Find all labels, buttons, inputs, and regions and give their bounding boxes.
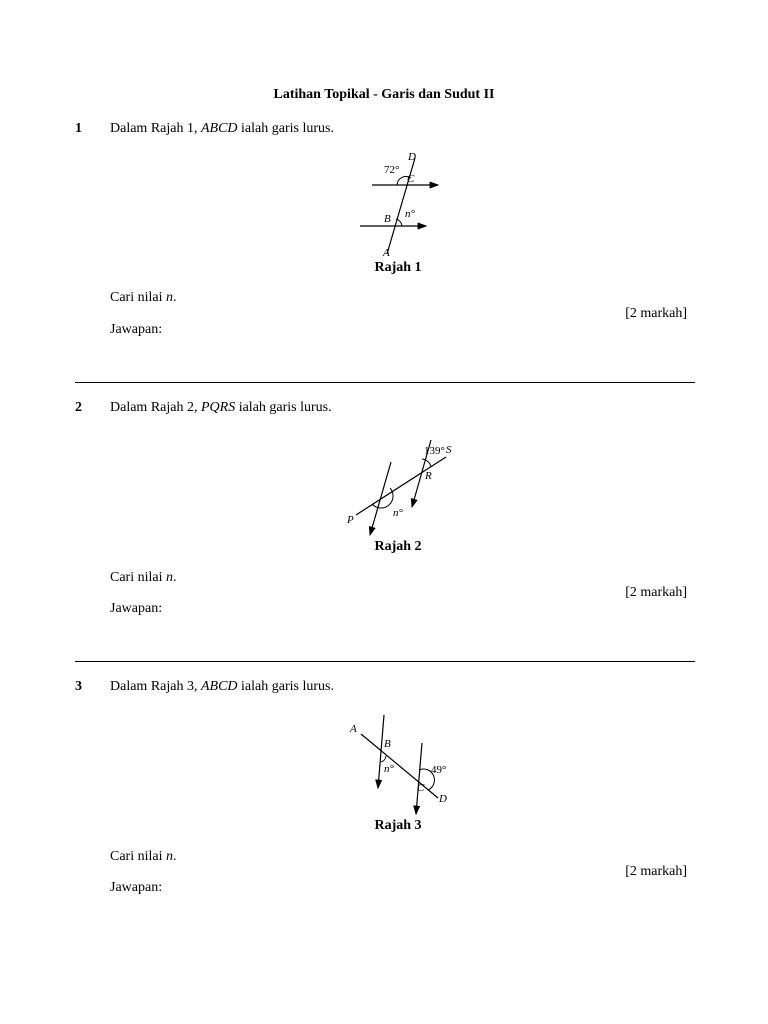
angle-label-n: n°: [393, 507, 403, 519]
point-label-R: R: [425, 470, 432, 482]
point-label-B: B: [384, 213, 391, 225]
figure-caption: Rajah 1: [374, 260, 422, 275]
angle-label-49: 49°: [431, 764, 447, 776]
question-suffix: ialah garis lurus.: [235, 400, 332, 415]
point-label-B: B: [384, 738, 391, 750]
find-suffix: .: [173, 849, 177, 864]
line-name: ABCD: [200, 121, 238, 136]
point-label-A: A: [350, 723, 357, 735]
question-prefix: Dalam Rajah 1,: [110, 121, 201, 136]
figure-caption: Rajah 2: [374, 539, 422, 554]
angle-label-n: n°: [405, 208, 415, 220]
point-label-D: D: [439, 793, 447, 805]
parallel-line-left: [370, 462, 391, 535]
find-suffix: .: [173, 290, 177, 305]
marks-label: [2 markah]: [625, 864, 687, 879]
figure-caption: Rajah 3: [374, 818, 422, 833]
question-prefix: Dalam Rajah 3,: [110, 679, 201, 694]
point-label-D: D: [408, 151, 416, 163]
angle-label-72: 72°: [384, 164, 400, 176]
question-text: [110, 679, 334, 695]
parallel-line-left: [378, 715, 384, 788]
question-suffix: ialah garis lurus.: [237, 679, 334, 694]
point-label-A: A: [383, 247, 390, 259]
answer-label: Jawapan:: [110, 322, 163, 337]
angle-label-n: n°: [384, 763, 394, 775]
question-number: 1: [75, 121, 82, 136]
question-text: [110, 121, 334, 137]
question-number: 2: [75, 400, 82, 415]
figure-rajah-1: [350, 148, 450, 260]
find-instruction: [110, 290, 177, 306]
figure-rajah-3: [340, 710, 460, 818]
find-prefix: Cari nilai: [110, 570, 166, 585]
section-divider: [75, 661, 695, 662]
parallel-line-right: [416, 743, 422, 814]
point-label-C: C: [407, 173, 415, 185]
question-suffix: ialah garis lurus.: [237, 121, 334, 136]
marks-label: [2 markah]: [625, 306, 687, 321]
find-variable: n: [166, 570, 173, 585]
find-suffix: .: [173, 570, 177, 585]
point-label-S: S: [446, 444, 452, 456]
transversal-line-AD: [361, 734, 438, 798]
find-variable: n: [166, 849, 173, 864]
line-name: ABCD: [200, 679, 238, 694]
section-divider: [75, 382, 695, 383]
find-prefix: Cari nilai: [110, 290, 166, 305]
point-label-C: C: [417, 782, 425, 794]
question-prefix: Dalam Rajah 2,: [110, 400, 201, 415]
worksheet-title: Latihan Topikal - Garis dan Sudut II: [273, 87, 495, 102]
question-text: [110, 400, 332, 416]
figure-rajah-2: [338, 435, 462, 539]
line-name: PQRS: [200, 400, 236, 415]
angle-label-139: 139°: [424, 445, 445, 457]
find-instruction: [110, 849, 177, 865]
answer-label: Jawapan:: [110, 601, 163, 616]
point-label-P: P: [347, 514, 354, 526]
find-variable: n: [166, 290, 173, 305]
find-prefix: Cari nilai: [110, 849, 166, 864]
angle-arc-n: [381, 756, 386, 762]
answer-label: Jawapan:: [110, 880, 163, 895]
find-instruction: [110, 570, 177, 586]
marks-label: [2 markah]: [625, 585, 687, 600]
question-number: 3: [75, 679, 82, 694]
